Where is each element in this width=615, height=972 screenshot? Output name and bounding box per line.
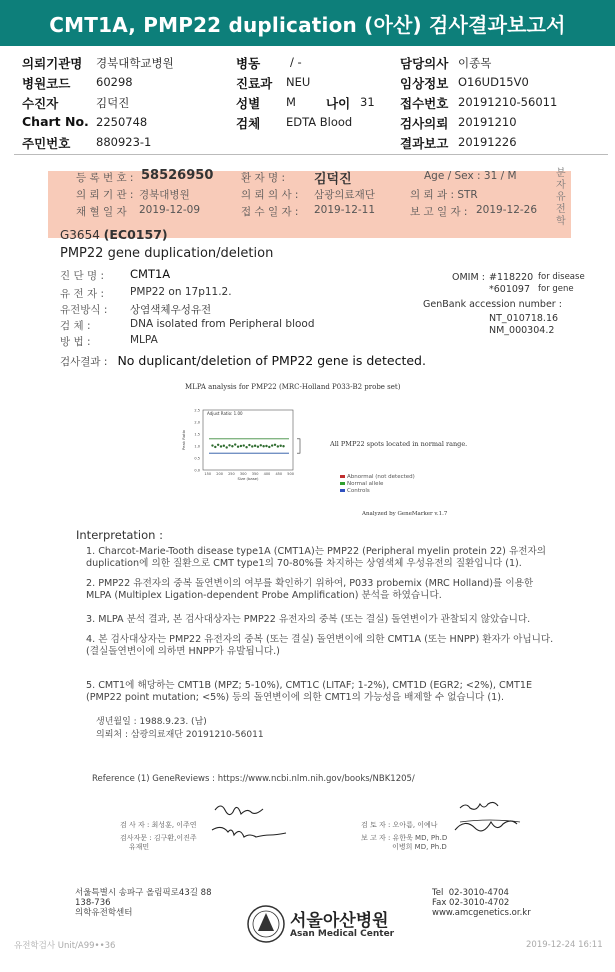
- reporter: 보 고 자 : 유한욱 MD, Ph.D 이병희 MD, Ph.D: [361, 834, 448, 851]
- x-tick-label: 250: [228, 472, 235, 476]
- interp-para-3: 3. MLPA 분석 결과, 본 검사대상자는 PMP22 유전자의 중복 (또는 결실) 돌연변이가 관찰되지 않았습니다.: [86, 614, 531, 625]
- legend-controls: Controls: [340, 488, 370, 494]
- inst-value: 경북대학교병원: [96, 56, 174, 70]
- omim-for1: for disease: [538, 272, 585, 282]
- hospital-logo-kr: 서울아산병원: [290, 911, 389, 931]
- sex-label: 성별: [236, 96, 261, 111]
- legend-abnormal: Abnormal (not detected): [340, 474, 415, 480]
- ssn-value: 880923-1: [96, 135, 152, 149]
- inset-label: Adjust Ratio: 1.00: [207, 411, 243, 416]
- hospital-logo-en: Asan Medical Center: [290, 929, 395, 939]
- interp-para-1: 1. Charcot-Marie-Tooth disease type1A (CMT1A)는 PMP22 (Peripheral myelin protein 22) 유전자의 duplication에 의한 질환으로 CMT type1의 70-80%를 차지하는 상염색체 우성유전의 질환입니다 (1).: [86, 546, 547, 569]
- gene-title: PMP22 gene duplication/deletion: [60, 246, 274, 261]
- hosp-code-value: 60298: [96, 75, 133, 89]
- age-sex: Age / Sex : 31 / M: [424, 170, 517, 182]
- specimen-value: EDTA Blood: [286, 115, 353, 129]
- result-label: 검사결과 :: [60, 356, 108, 368]
- gene-value: PMP22 on 17p11.2.: [130, 286, 232, 298]
- footer-contact: Tel 02-3010-4704 Fax 02-3010-4702 www.amcgenetics.or.kr: [432, 888, 531, 918]
- method-label: 방 법 :: [60, 336, 91, 348]
- result-text: No duplicant/deletion of PMP22 gene is detected.: [117, 353, 426, 368]
- y-tick-label: 0.0: [194, 468, 200, 473]
- ward-value: / -: [290, 55, 302, 69]
- x-tick-label: 500: [287, 472, 294, 476]
- chart-annotation: All PMP22 spots located in normal range.: [330, 440, 468, 448]
- genbank-label: GenBank accession number :: [423, 299, 562, 310]
- omim-for2: for gene: [538, 284, 574, 294]
- dept-label: 진료과: [236, 76, 273, 91]
- age-label: 나이: [326, 96, 351, 111]
- report-date2: 2019-12-26: [476, 204, 538, 216]
- req-inst: 삼광의료재단: [314, 189, 375, 201]
- y-tick-label: 0.5: [194, 456, 200, 461]
- report-date-label2: 보 고 일 자 :: [410, 206, 468, 218]
- x-tick-label: 450: [275, 472, 283, 476]
- supervisor: 검 토 자 : 오아름, 이예나: [361, 821, 438, 829]
- report-date-value: 20191226: [458, 135, 517, 149]
- omim-label: OMIM :: [452, 272, 485, 283]
- x-tick-label: 200: [216, 472, 223, 476]
- receipt-date: 2019-12-11: [314, 204, 376, 216]
- omim-id1: #118220: [489, 272, 534, 283]
- receipt-no-value: 20191210-56011: [458, 95, 558, 109]
- interp-para-5: 5. CMT1에 해당하는 CMT1B (MPZ; 5-10%), CMT1C (LITAF; 1-2%), CMT1D (EGR2; <2%), CMT1E (PMP22 point mutation; <5%) 등의 돌연변이에 의한 CMT1의 가능성을 배제할 수 없습니다 (1).: [86, 680, 533, 703]
- inst-short-label: 의 뢰 기 관 :: [76, 189, 134, 201]
- y-tick-label: 2.0: [194, 420, 200, 425]
- inst-short: 경북대병원: [139, 189, 190, 201]
- collect-label: 채 혈 일 자: [76, 206, 127, 218]
- request-value: 20191210: [458, 115, 517, 129]
- req-dept: 의 뢰 과 : STR: [410, 189, 478, 201]
- x-axis-label: Size (base): [237, 476, 259, 481]
- chart-title: MLPA analysis for PMP22 (MRC-Holland P033-B2 probe set): [185, 383, 401, 391]
- report-date-label: 결과보고: [400, 136, 449, 151]
- sex-value: M: [286, 95, 296, 109]
- inherit-label: 유전방식 :: [60, 304, 108, 316]
- examiner: 검 사 자 : 최성훈, 이주연: [120, 821, 197, 829]
- sample-label: 검 체 :: [60, 320, 91, 332]
- doctor-value: 이종목: [458, 56, 492, 70]
- birth-date: 생년월일 : 1988.9.23. (남): [96, 717, 207, 727]
- ssn-label: 주민번호: [22, 136, 71, 151]
- reference: Reference (1) GeneReviews : https://www.ncbi.nlm.nih.gov/books/NBK1205/: [92, 774, 415, 784]
- y-axis-label: Peak Ratio: [181, 430, 186, 450]
- sample-value: DNA isolated from Peripheral blood: [130, 318, 315, 330]
- req-inst-label: 의 뢰 의 사 :: [241, 189, 299, 201]
- age-value: 31: [360, 95, 375, 109]
- collect-date: 2019-12-09: [139, 204, 201, 216]
- diag-label: 진 단 명 :: [60, 270, 104, 282]
- genbank-acc1: NT_010718.16: [489, 313, 559, 324]
- interpretation-title: Interpretation :: [76, 528, 163, 542]
- receipt-date-label: 접 수 일 자 :: [241, 206, 299, 218]
- legend-normal: Normal allele: [340, 481, 383, 487]
- specimen-label: 검체: [236, 116, 261, 131]
- hosp-code-label: 병원코드: [22, 76, 71, 91]
- genbank-acc2: NM_000304.2: [489, 325, 555, 336]
- referrer: 의뢰처 : 삼광의료재단 20191210-56011: [96, 730, 264, 740]
- diag-value: CMT1A: [130, 267, 171, 281]
- receipt-no-label: 접수번호: [400, 96, 449, 111]
- x-tick-label: 400: [263, 472, 271, 476]
- vertical-dept-text: 분자유전학: [556, 168, 566, 227]
- ward-label: 병동: [236, 56, 261, 71]
- unit-code: 유전학검사 Unit/A99••36: [14, 941, 116, 951]
- request-label: 검사의뢰: [400, 116, 449, 131]
- test-code: G3654 (EC0157): [60, 227, 168, 242]
- analyzed-by: Analyzed by GeneMarker v.1.7: [362, 511, 448, 517]
- clinical-label: 임상정보: [400, 76, 449, 91]
- reg-no-label: 등 록 번 호 :: [76, 172, 134, 184]
- report-title: CMT1A, PMP22 duplication (아산) 검사결과보고서: [49, 12, 566, 37]
- advisor: 검사자문 : 김구환,이진주 유재민: [120, 834, 197, 851]
- inherit-value: 상염색체우성유전: [130, 304, 212, 316]
- gene-label: 유 전 자 :: [60, 288, 104, 300]
- interp-para-2: 2. PMP22 유전자의 중복 돌연변이의 여부를 확인하기 위하여, P033 probemix (MRC Holland)를 이용한 MLPA (Multiplex Ligation-dependent Probe Amplification) 분석을 하였습니다.: [86, 578, 534, 601]
- patient-name: 김덕진: [314, 172, 352, 187]
- reg-no: 58526950: [141, 168, 214, 183]
- inst-label: 의뢰기관명: [22, 56, 83, 71]
- y-tick-label: 1.5: [194, 432, 200, 437]
- method-value: MLPA: [130, 334, 158, 346]
- footer-address: 서울특별시 송파구 올림픽로43길 88 138-736 의학유전학센터: [75, 888, 212, 918]
- interp-para-4: 4. 본 검사대상자는 PMP22 유전자의 중복 (또는 결실) 돌연변이에 의한 CMT1A (또는 HNPP) 환자가 아닙니다. (결실돌연변이에 의하면 HNPP가 유발됩니다.): [86, 634, 554, 657]
- clinical-value: O16UD15V0: [458, 75, 529, 89]
- x-tick-label: 150: [204, 472, 212, 476]
- chart-no-value: 2250748: [96, 115, 148, 129]
- dept-value: NEU: [286, 75, 311, 89]
- print-timestamp: 2019-12-24 16:11: [526, 940, 603, 950]
- omim-id2: *601097: [489, 284, 531, 295]
- y-tick-label: 2.5: [194, 408, 200, 413]
- doctor-label: 담당의사: [400, 56, 449, 71]
- patient-name-label: 환 자 명 :: [241, 172, 285, 184]
- x-tick-label: 300: [239, 472, 247, 476]
- y-tick-label: 1.0: [194, 444, 200, 449]
- x-tick-label: 350: [251, 472, 259, 476]
- chart-no-label: Chart No.: [22, 114, 89, 129]
- asan-logo-icon: [246, 904, 286, 944]
- patient-value: 김덕진: [96, 96, 130, 110]
- patient-label: 수진자: [22, 96, 59, 111]
